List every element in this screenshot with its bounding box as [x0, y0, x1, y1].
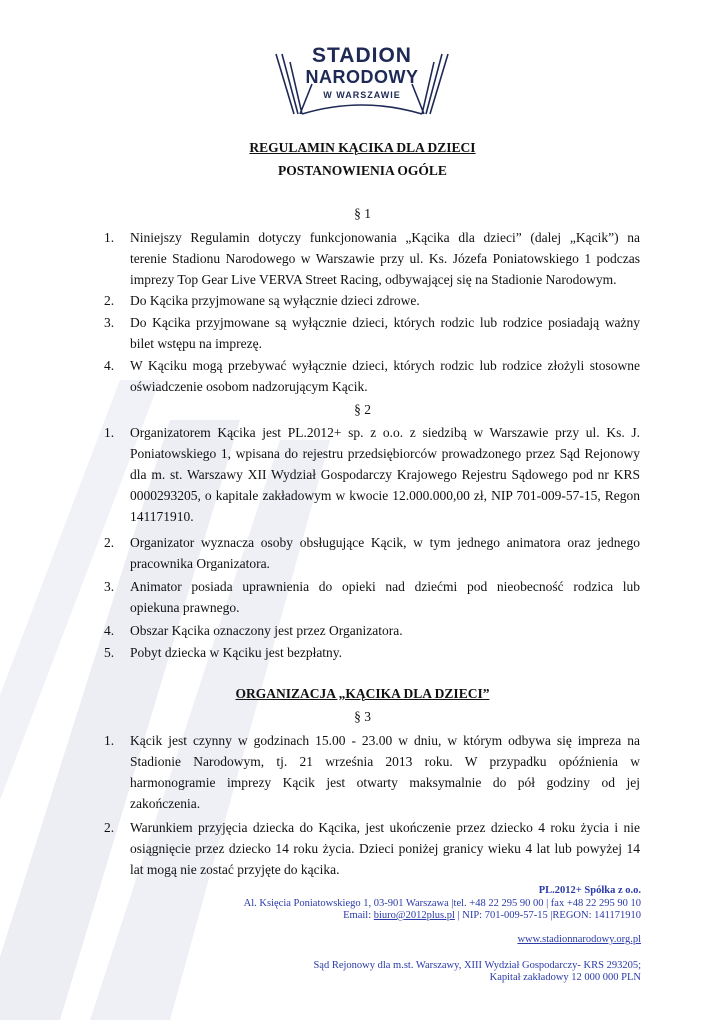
section-mark: § 3: [354, 709, 371, 724]
item-number: 3.: [104, 579, 115, 594]
document-title: REGULAMIN KĄCIKA DLA DZIECI: [249, 140, 476, 155]
footer-address: Al. Księcia Poniatowskiego 1, 03-901 Warszawa |tel. +48 22 295 90 00 | fax +48 22 295 90 10: [243, 898, 641, 909]
footer-website-link[interactable]: www.stadionnarodowy.org.pl: [517, 934, 641, 945]
item-line: osiągnięcie przez dziecko 14 roku życia. Dzieci poniżej granicy wieku 4 lat lub powyżej 14: [130, 841, 640, 856]
item-line: Stadionie Narodowym, tj. 21 września 2013 roku. W przypadku opóźnienia w: [130, 754, 640, 769]
footer-email-link[interactable]: biuro@2012plus.pl: [373, 910, 455, 921]
footer-company: PL.2012+ Spółka z o.o.: [538, 885, 641, 896]
item-line: opiekuna prawnego.: [130, 600, 240, 615]
section-mark: § 1: [354, 206, 371, 221]
footer-email-label: Email:: [343, 910, 374, 921]
item-line: Poniatowskiego 1, wpisana do rejestru przedsiębiorców prowadzonego przez Sąd Rejonowy: [130, 446, 640, 461]
item-line: 0000293205, o kapitale zakładowym w kwocie 12.000.000,00 zł, NIP 701-009-57-15, Regon: [130, 488, 640, 503]
item-line: pracownika Organizatora.: [130, 556, 270, 571]
footer-capital: Kapitał zakładowy 12 000 000 PLN: [489, 972, 641, 983]
item-line: zakończenia.: [130, 796, 201, 811]
item-line: Do Kącika przyjmowane są wyłącznie dzieci zdrowe.: [130, 293, 420, 308]
item-line: Obszar Kącika oznaczony jest przez Organizatora.: [130, 623, 403, 638]
item-line: harmonogramie imprezy Kącik jest otwarty maksymalnie do pół godziny od jej: [130, 775, 640, 790]
item-line: bilet wstępu na imprezę.: [130, 336, 262, 351]
item-line: W Kąciku mogą przebywać wyłącznie dzieci, których rodzic lub rodzice złożyli stosowne: [130, 358, 640, 373]
document-subtitle: POSTANOWIENIA OGÓLE: [278, 163, 447, 178]
item-number: 1.: [104, 425, 115, 440]
item-line: lat mogą nie zostać przyjęte do kącika.: [130, 862, 340, 877]
item-line: Organizatorem Kącika jest PL.2012+ sp. z o.o. z siedzibą w Warszawie przy ul. Ks. J.: [130, 425, 640, 440]
section-mark: § 2: [354, 402, 371, 417]
item-number: 2.: [104, 820, 115, 835]
item-number: 3.: [104, 315, 115, 330]
section-heading: ORGANIZACJA „KĄCIKA DLA DZIECI”: [235, 686, 490, 701]
logo-line-3: W WARSZAWIE: [323, 90, 401, 100]
item-line: Organizator wyznacza osoby obsługujące Kącik, w tym jednego animatora oraz jednego: [130, 535, 640, 550]
item-line: imprezy Top Gear Live VERVA Street Racing, odbywającej się na Stadionie Narodowym.: [130, 272, 617, 287]
item-line: dla m. st. Warszawy XII Wydział Gospodarczy Krajowego Rejestru Sądowego pod nr KRS: [130, 467, 640, 482]
item-number: 2.: [104, 535, 115, 550]
item-line: Animator posiada uprawnienia do opieki nad dziećmi pod nieobecność rodzica lub: [130, 579, 640, 594]
stadium-logo: [272, 36, 452, 122]
logo-line-1: STADION: [312, 44, 412, 67]
footer-court: Sąd Rejonowy dla m.st. Warszawy, XIII Wydział Gospodarczy- KRS 293205;: [313, 960, 641, 971]
item-number: 4.: [104, 358, 115, 373]
item-line: Warunkiem przyjęcia dziecka do Kącika, jest ukończenie przez dziecko 4 roku życia i nie: [130, 820, 640, 835]
item-number: 5.: [104, 645, 115, 660]
item-number: 1.: [104, 230, 115, 245]
footer-contact: [343, 910, 641, 922]
item-line: oświadczenie osobom nadzorującym Kącik.: [130, 379, 368, 394]
item-number: 2.: [104, 293, 115, 308]
item-line: Kącik jest czynny w godzinach 15.00 - 23.00 w dniu, w którym odbywa się impreza na: [130, 733, 640, 748]
item-line: 141171910.: [130, 509, 194, 524]
item-line: terenie Stadionu Narodowego w Warszawie przy ul. Ks. Józefa Poniatowskiego 1 podczas: [130, 251, 640, 266]
item-number: 4.: [104, 623, 115, 638]
item-line: Do Kącika przyjmowane są wyłącznie dzieci, których rodzic lub rodzice posiadają ważny: [130, 315, 640, 330]
item-line: Niniejszy Regulamin dotyczy funkcjonowania „Kącika dla dzieci” (dalej „Kącik”) na: [130, 230, 640, 245]
footer-ids: | NIP: 701-009-57-15 |REGON: 141171910: [454, 910, 641, 921]
logo-line-2: NARODOWY: [305, 67, 419, 87]
item-number: 1.: [104, 733, 115, 748]
item-line: Pobyt dziecka w Kąciku jest bezpłatny.: [130, 645, 343, 660]
